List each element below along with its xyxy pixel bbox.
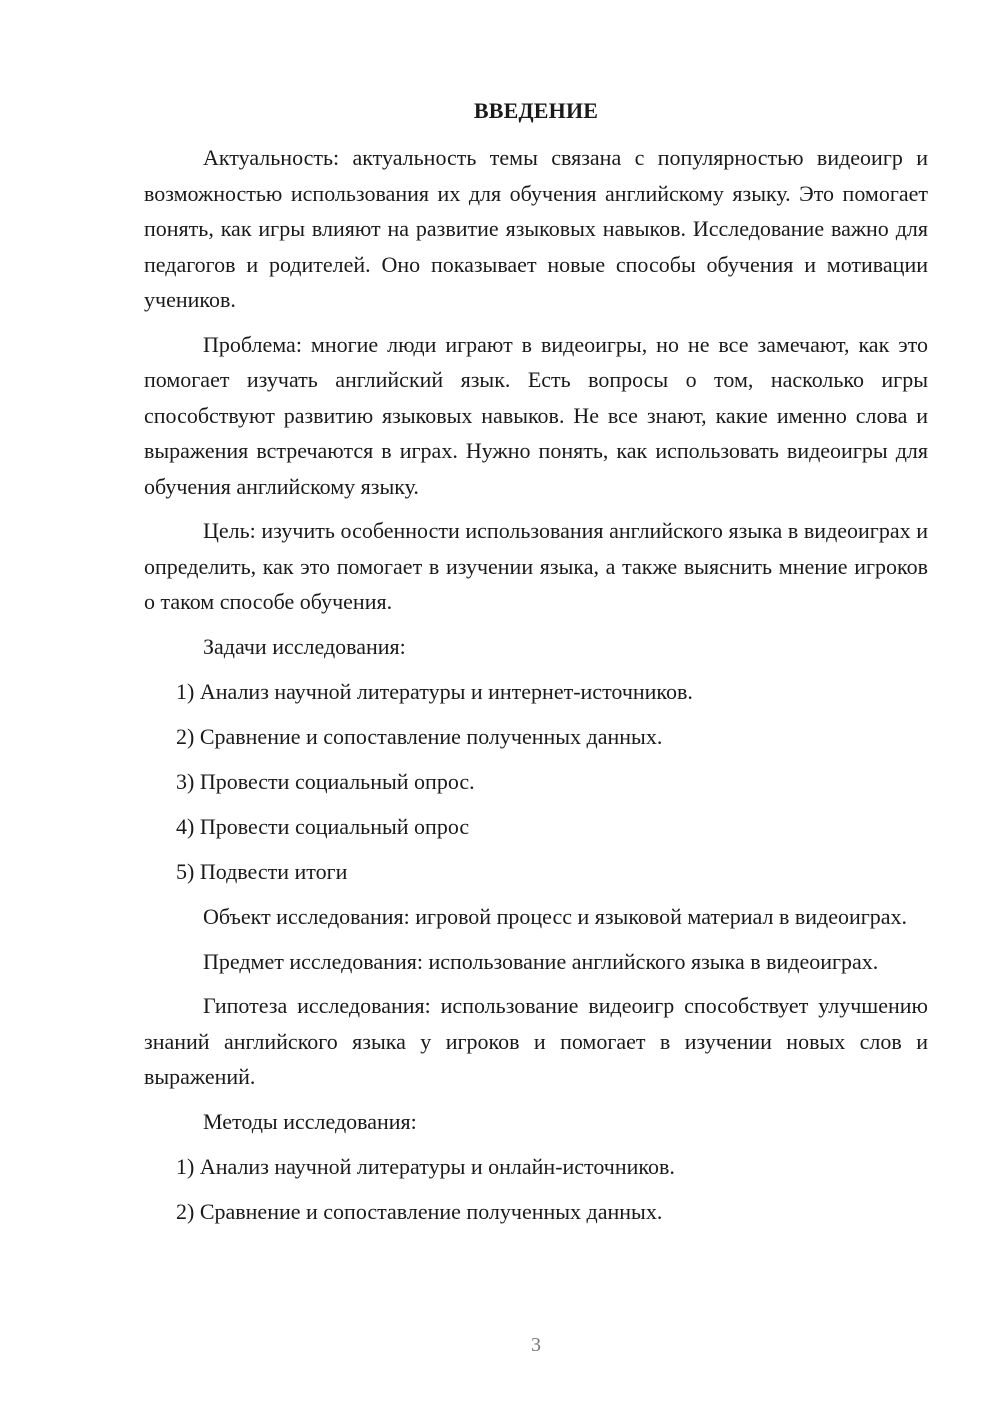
goal-paragraph: Цель: изучить особенности использования английского языка в видеоиграх и определить, как это помогает в изучении языка, а также выяснить мнение игроков о таком способе обучения. [144,518,928,614]
methods-heading: Методы исследования: [203,1108,417,1134]
subject-paragraph: Предмет исследования: использование английского языка в видеоиграх. [203,948,879,974]
methods-list [144,1149,928,1230]
page-title: ВВЕДЕНИЕ [473,98,599,123]
relevance-paragraph: Актуальность: актуальность темы связана с популярностью видеоигр и возможностью использования их для обучения английскому языку. Это помогает понять, как игры влияют на развитие языковых навыков. Исследование важно для педагогов и родителей. Оно показывает новые способы обучения и мотивации учеников. [144,145,928,312]
problem-paragraph: Проблема: многие люди играют в видеоигры, но не все замечают, как это помогает изучать английский язык. Есть вопросы о том, насколько игры способствуют развитию языковых навыков. Не все знают, какие именно слова и выражения встречаются в играх. Нужно понять, как использовать видеоигры для обучения английскому языку. [144,331,928,499]
object-paragraph: Объект исследования: игровой процесс и языковой материал в видеоиграх. [203,904,908,929]
tasks-list [144,674,928,890]
document-page [144,96,928,1239]
list-item: 3) Провести социальный опрос. [176,769,475,794]
list-item: 4) Провести социальный опрос [176,814,470,839]
list-item: 2) Сравнение и сопоставление полученных данных. [176,724,663,749]
list-item: 1) Анализ научной литературы и интернет-источников. [176,679,693,704]
list-item: 1) Анализ научной литературы и онлайн-источников. [176,1154,675,1179]
list-item: 5) Подвести итоги [176,859,348,884]
page-number: 3 [531,1334,541,1356]
tasks-heading: Задачи исследования: [203,633,406,659]
list-item: 2) Сравнение и сопоставление полученных данных. [176,1199,663,1224]
hypothesis-paragraph: Гипотеза исследования: использование видеоигр способствует улучшению знаний английского языка у игроков и помогает в изучении новых слов и выражений. [144,993,928,1089]
